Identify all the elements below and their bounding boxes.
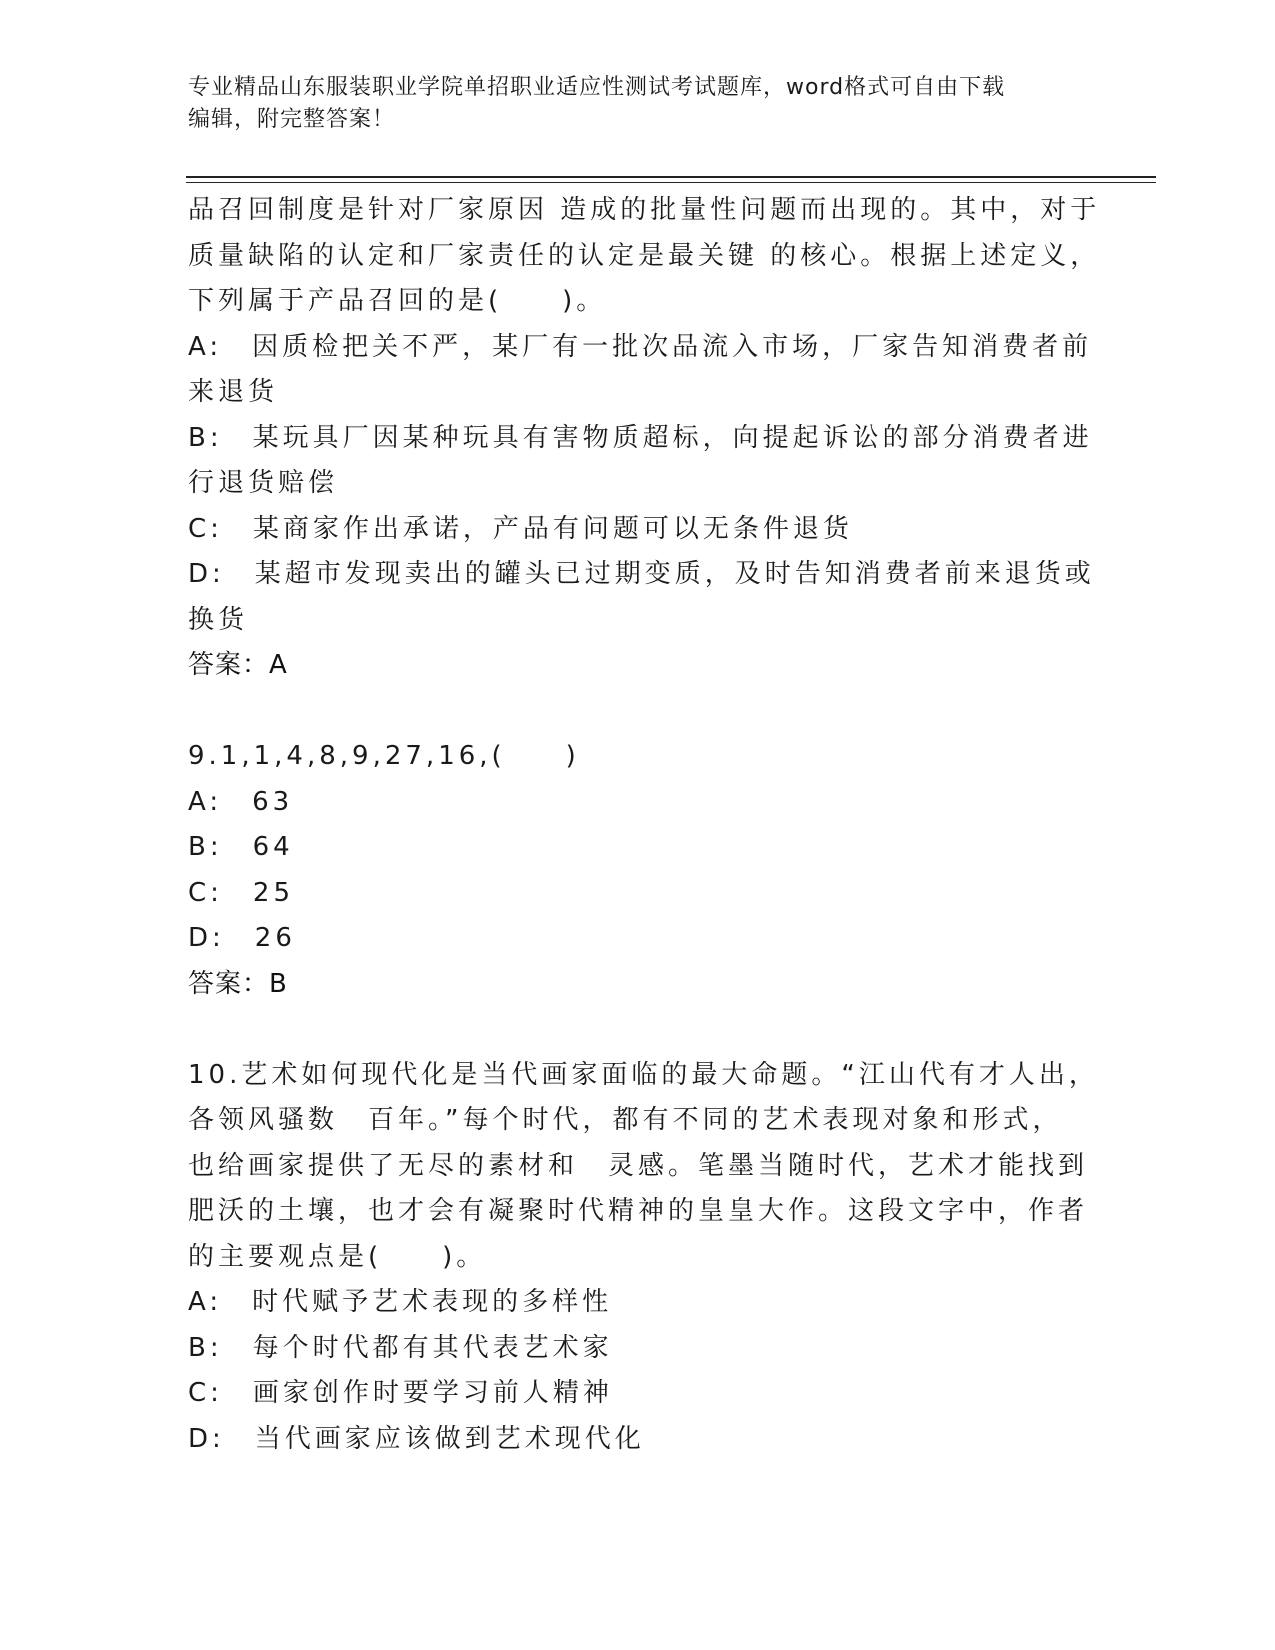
question-content: [188, 188, 1101, 1462]
header-line-1: 专业精品山东服装职业学院单招职业适应性测试考试题库，word格式可自由下载: [188, 75, 1006, 100]
question-stem-line: 10.艺术如何现代化是当代画家面临的最大命题。“江山代有才人出，: [188, 1059, 1099, 1090]
option-d-continued: 换货: [188, 604, 249, 635]
option-c: C: 某商家作出承诺，产品有问题可以无条件退货: [188, 513, 853, 544]
option-d: D: 当代画家应该做到艺术现代化: [188, 1423, 645, 1454]
header-divider-thick: [186, 176, 1156, 178]
answer-label: 答案：A: [188, 650, 288, 680]
question-stem-line: 也给画家提供了无尽的素材和 灵感。笔墨当随时代，艺术才能找到: [188, 1150, 1089, 1181]
question-8: [188, 188, 1101, 689]
option-b: B: 64: [188, 832, 294, 862]
option-b: B: 某玩具厂因某种玩具有害物质超标，向提起诉讼的部分消费者进: [188, 422, 1093, 453]
document-header: [188, 72, 1088, 136]
question-10: [188, 1053, 1099, 1463]
option-c: C: 25: [188, 877, 294, 908]
question-stem-line: 的主要观点是( )。: [188, 1241, 487, 1272]
option-a: A: 时代赋予艺术表现的多样性: [188, 1287, 613, 1317]
question-stem-line: 品召回制度是针对厂家原因 造成的批量性问题而出现的。其中，对于: [188, 195, 1101, 225]
answer-label: 答案：B: [188, 968, 288, 999]
option-d: D: 某超市发现卖出的罐头已过期变质，及时告知消费者前来退货或: [188, 559, 1095, 589]
question-stem-line: 各领风骚数 百年。”每个时代，都有不同的艺术表现对象和形式，: [188, 1105, 1063, 1135]
option-b-continued: 行退货赔偿: [188, 468, 339, 498]
option-a-continued: 来退货: [188, 377, 279, 407]
question-stem-line: 肥沃的土壤，也才会有凝聚时代精神的皇皇大作。这段文字中，作者: [188, 1196, 1089, 1226]
question-stem-line: 下列属于产品召回的是( )。: [188, 286, 607, 316]
option-d: D: 26: [188, 923, 296, 953]
header-line-2: 编辑，附完整答案！: [188, 107, 396, 132]
header-divider-thin: [186, 182, 1156, 183]
option-c: C: 画家创作时要学习前人精神: [188, 1378, 613, 1408]
option-a: A: 因质检把关不严，某厂有一批次品流入市场，厂家告知消费者前: [188, 331, 1093, 362]
spacer: [188, 1007, 1088, 1053]
spacer: [188, 689, 1088, 735]
question-stem-line: 9.1,1,4,8,9,27,16,( ): [188, 741, 580, 771]
option-a: A: 63: [188, 786, 294, 817]
option-b: B: 每个时代都有其代表艺术家: [188, 1332, 613, 1363]
question-9: [188, 734, 1088, 1007]
question-stem-line: 质量缺陷的认定和厂家责任的认定是最关键 的核心。根据上述定义，: [188, 240, 1101, 271]
